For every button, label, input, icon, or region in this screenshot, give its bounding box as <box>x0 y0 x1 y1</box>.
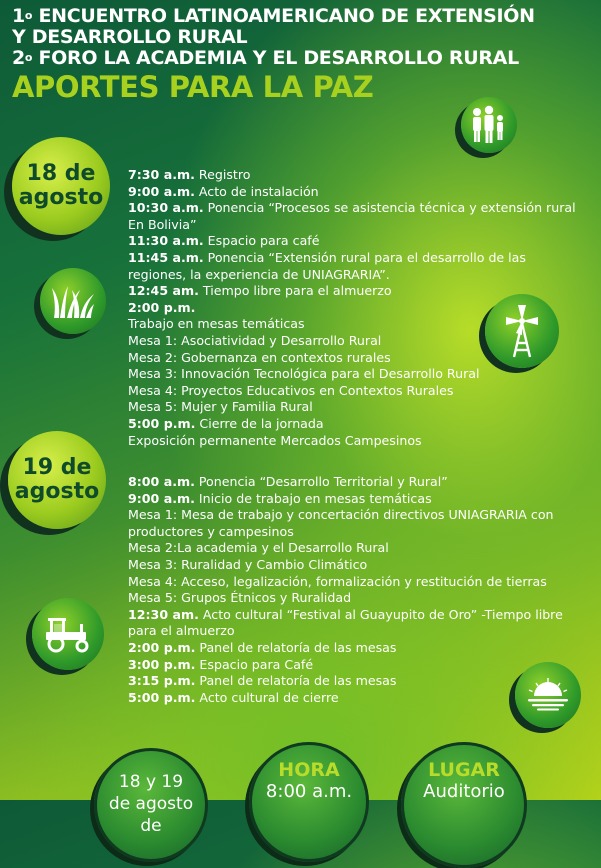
schedule-item: 12:30 am. Acto cultural “Festival al Guayupito de Oro” -Tiempo libre para el almuerzo <box>128 606 563 639</box>
schedule-item: 8:00 a.m. Ponencia “Desarrollo Territorial y Rural” <box>128 474 448 489</box>
schedule-item: Mesa 1: Asociatividad y Desarrollo Rural <box>128 332 382 348</box>
event-title-line1: 1$^o$ ENCUENTRO LATINOAMERICANO DE EXTENSIÓN <box>12 5 535 27</box>
schedule-item: 12:45 am. Tiempo libre para el almuerzo <box>128 283 392 299</box>
day1-date-line1: 18 de <box>26 161 96 186</box>
day2-date-line1: 19 de <box>22 455 92 480</box>
day1-date-badge <box>12 137 110 235</box>
hora-title: HORA <box>278 759 340 781</box>
schedule-item: Mesa 2:La academia y el Desarrollo Rural <box>128 540 389 556</box>
fecha-value: 18 y 19 de agosto de <box>108 772 194 836</box>
header <box>12 6 592 103</box>
schedule-item: 11:45 a.m. Ponencia “Extensión rural para el desarrollo de las regiones, la experiencia de UNIAGRARIA”. <box>128 249 526 282</box>
day1-date-line2: agosto <box>18 185 104 210</box>
event-subtitle: APORTES PARA LA PAZ <box>12 70 374 104</box>
schedule-item: 9:00 a.m. Acto de instalación <box>128 183 319 199</box>
hora-badge <box>249 742 369 862</box>
tractor-icon <box>32 598 104 670</box>
schedule-item: Mesa 3: Ruralidad y Cambio Climático <box>128 556 368 572</box>
day2-schedule <box>128 474 583 706</box>
schedule-item: 3:15 p.m. Panel de relatoría de las mesas <box>128 673 397 689</box>
day2-date-badge <box>8 431 106 529</box>
schedule-item: 2:00 p.m. <box>128 299 196 315</box>
schedule-item: Mesa 2: Gobernanza en contextos rurales <box>128 349 391 365</box>
event-title-line3: 2$^o$ FORO LA ACADEMIA Y EL DESARROLLO RURAL <box>12 47 519 69</box>
family-icon <box>461 97 517 153</box>
lugar-badge <box>401 742 527 868</box>
schedule-item: Mesa 5: Grupos Étnicos y Ruralidad <box>128 590 352 606</box>
fecha-badge <box>94 748 208 862</box>
schedule-item: Exposición permanente Mercados Campesinos <box>128 432 422 448</box>
schedule-item: Mesa 4: Acceso, legalización, formalización y restitución de tierras <box>128 573 547 589</box>
schedule-item: 3:00 p.m. Espacio para Café <box>128 656 314 672</box>
schedule-item: 5:00 p.m. Acto cultural de cierre <box>128 689 339 705</box>
lugar-value: Auditorio <box>423 781 505 802</box>
lugar-title: LUGAR <box>428 759 500 781</box>
grass-icon <box>40 268 106 334</box>
schedule-item: 10:30 a.m. Ponencia “Procesos se asistencia técnica y extensión rural En Bolivia” <box>128 200 576 232</box>
schedule-item: 9:00 a.m. Inicio de trabajo en mesas temáticas <box>128 490 432 506</box>
schedule-item: Mesa 1: Mesa de trabajo y concertación directivos UNIAGRARIA con productores y campesinos <box>128 507 554 539</box>
schedule-item: 5:00 p.m. Cierre de la jornada <box>128 415 324 431</box>
schedule-item: 2:00 p.m. Panel de relatoría de las mesas <box>128 639 397 655</box>
day2-date-line2: agosto <box>14 479 100 504</box>
hora-value: 8:00 a.m. <box>265 781 353 802</box>
day1-schedule <box>128 167 583 449</box>
event-title-line2: Y DESARROLLO RURAL <box>12 26 248 48</box>
schedule-item: Mesa 5: Mujer y Familia Rural <box>128 399 313 415</box>
sunrise-icon <box>515 662 581 728</box>
schedule-item: 11:30 a.m. Espacio para café <box>128 233 320 249</box>
schedule-item: 7:30 a.m. Registro <box>128 167 251 182</box>
schedule-item: Mesa 4: Proyectos Educativos en Contextos Rurales <box>128 382 454 398</box>
schedule-item: Trabajo en mesas temáticas <box>128 316 305 332</box>
schedule-item: Mesa 3: Innovación Tecnológica para el Desarrollo Rural <box>128 366 480 382</box>
